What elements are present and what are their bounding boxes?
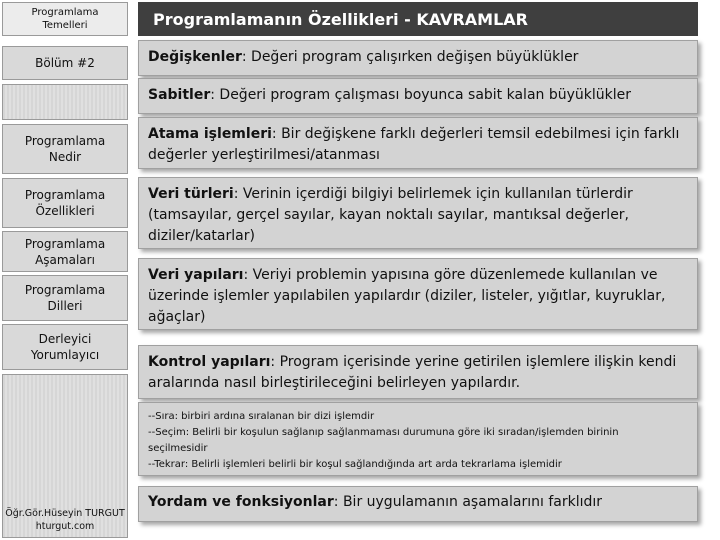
concept-term: Veri yapıları	[148, 267, 244, 283]
sidebar-item-derleyici[interactable]	[2, 324, 128, 370]
concept-term: Yordam ve fonksiyonlar	[148, 494, 334, 510]
concept-term: Kontrol yapıları	[148, 354, 271, 370]
concept-desc: : Değeri program çalışırken değişen büyüklükler	[241, 49, 579, 65]
sidebar-item-label: Programlama Nedir	[24, 134, 106, 164]
concept-desc: : Bir uygulamanın aşamalarını farklıdır	[333, 494, 603, 510]
sidebar-item-asamalari[interactable]	[2, 231, 128, 272]
course-title-label: Programlama Temelleri	[31, 7, 99, 31]
sidebar-item-nedir[interactable]	[2, 124, 128, 174]
concept-term: Sabitler	[148, 87, 211, 103]
sidebar-footer	[2, 374, 128, 538]
concept-term: Atama işlemleri	[148, 126, 272, 142]
concept-desc: : Verinin içerdiği bilgiyi belirlemek için kullanılan türlerdir (tamsayılar, gerçel sayılar, kayan noktalı sayılar, mantıksal değerler, diziler/katarlar)	[148, 186, 633, 244]
control-structures-notes	[138, 402, 698, 476]
concept-desc: : Bir değişkene farklı değerleri temsil edebilmesi için farklı değerler yerleştirilmesi/atanması	[148, 126, 680, 163]
course-title	[2, 2, 128, 36]
sidebar-item-label: Programlama Aşamaları	[24, 236, 106, 267]
note-line: --Tekrar: Belirli işlemleri belirli bir koşul sağlandığında art arda tekrarlama işlemidir	[148, 459, 562, 470]
concept-card-veri-yapilari	[138, 258, 698, 330]
concept-card-veri-turleri	[138, 177, 698, 249]
note-line: seçilmesidir	[148, 443, 208, 454]
concept-card-degiskenler	[138, 40, 698, 76]
sidebar-item-label: Programlama Özellikleri	[24, 188, 106, 218]
concept-card-atama	[138, 117, 698, 169]
sidebar-item-label: Derleyici Yorumlayıcı	[30, 332, 100, 362]
concept-desc: : Veriyi problemin yapısına göre düzenlemede kullanılan ve üzerinde işlemler yapılabilen yapılardır (diziler, listeler, yığıtlar, kuyruklar, ağaçlar)	[148, 267, 666, 325]
concept-term: Değişkenler	[148, 49, 242, 65]
concept-desc: : Değeri program çalışması boyunca sabit kalan büyüklükler	[210, 87, 632, 103]
page-title-text: Programlamanın Özellikleri - KAVRAMLAR	[153, 9, 528, 29]
concept-card-kontrol	[138, 345, 698, 399]
section-label	[2, 46, 128, 80]
concept-term: Veri türleri	[148, 186, 234, 202]
sidebar-item-ozellikleri[interactable]	[2, 178, 128, 228]
note-line: --Sıra: birbiri ardına sıralanan bir dizi işlemdir	[148, 411, 375, 422]
sidebar-item-dilleri[interactable]	[2, 275, 128, 321]
sidebar-item-label: Programlama Dilleri	[24, 283, 106, 313]
concept-desc: : Program içerisinde yerine getirilen işlemlere ilişkin kendi aralarında nasıl birleştirileceğini belirleyen yapılardır.	[148, 354, 677, 391]
note-line: --Seçim: Belirli bir koşulun sağlanıp sağlanmaması durumuna göre iki sıradan/işlemden birinin	[148, 427, 619, 438]
concept-card-sabitler	[138, 78, 698, 114]
section-label-text: Bölüm #2	[35, 56, 95, 70]
concept-card-yordam	[138, 486, 698, 522]
page-title	[138, 2, 698, 36]
sidebar-spacer	[2, 84, 128, 120]
author-label: Öğr.Gör.Hüseyin TURGUT hturgut.com	[5, 508, 125, 532]
